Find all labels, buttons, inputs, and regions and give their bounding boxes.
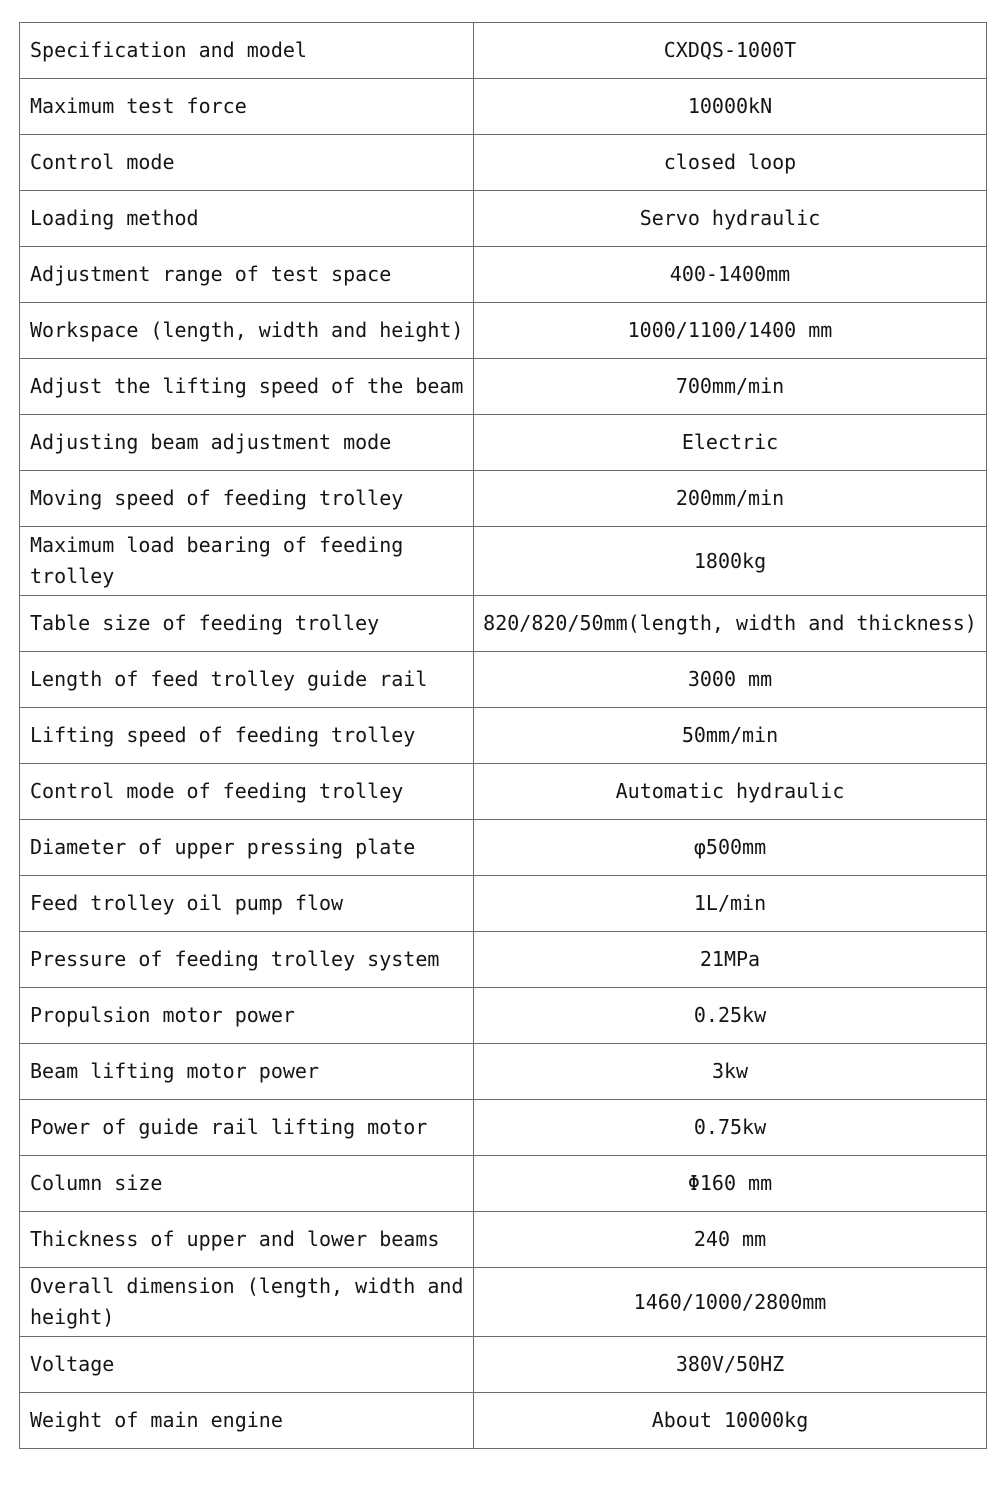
spec-value-cell: Servo hydraulic: [474, 191, 987, 247]
spec-value-cell: 700mm/min: [474, 359, 987, 415]
spec-label-cell: Diameter of upper pressing plate: [20, 820, 474, 876]
spec-value-cell: φ500mm: [474, 820, 987, 876]
table-row: [20, 1100, 987, 1156]
table-row: [20, 415, 987, 471]
spec-value-cell: 3kw: [474, 1044, 987, 1100]
table-row: [20, 932, 987, 988]
table-row: [20, 596, 987, 652]
spec-label-cell: Maximum load bearing of feeding trolley: [20, 527, 474, 596]
spec-value-cell: 400-1400mm: [474, 247, 987, 303]
spec-value-cell: CXDQS-1000T: [474, 23, 987, 79]
table-row: [20, 135, 987, 191]
table-row: [20, 79, 987, 135]
spec-label-cell: Length of feed trolley guide rail: [20, 652, 474, 708]
spec-value-cell: 380V/50HZ: [474, 1337, 987, 1393]
spec-value-cell: 1000/1100/1400 mm: [474, 303, 987, 359]
spec-label-cell: Voltage: [20, 1337, 474, 1393]
spec-value-cell: Φ160 mm: [474, 1156, 987, 1212]
spec-value-cell: 1800kg: [474, 527, 987, 596]
spec-value-cell: 200mm/min: [474, 471, 987, 527]
spec-label-cell: Moving speed of feeding trolley: [20, 471, 474, 527]
spec-value-cell: 820/820/50mm(length, width and thickness): [474, 596, 987, 652]
table-row: [20, 1337, 987, 1393]
spec-label-cell: Thickness of upper and lower beams: [20, 1212, 474, 1268]
spec-label-cell: Control mode: [20, 135, 474, 191]
table-row: [20, 23, 987, 79]
spec-value-cell: Automatic hydraulic: [474, 764, 987, 820]
table-row: [20, 820, 987, 876]
spec-value-cell: 10000kN: [474, 79, 987, 135]
spec-label-cell: Lifting speed of feeding trolley: [20, 708, 474, 764]
spec-value-cell: 1460/1000/2800mm: [474, 1268, 987, 1337]
spec-label-cell: Control mode of feeding trolley: [20, 764, 474, 820]
table-row: [20, 988, 987, 1044]
spec-value-cell: closed loop: [474, 135, 987, 191]
table-row: [20, 1156, 987, 1212]
spec-value-cell: Electric: [474, 415, 987, 471]
spec-label-cell: Feed trolley oil pump flow: [20, 876, 474, 932]
spec-label-cell: Overall dimension (length, width and height): [20, 1268, 474, 1337]
spec-value-cell: About 10000kg: [474, 1393, 987, 1449]
spec-label-cell: Column size: [20, 1156, 474, 1212]
table-row: [20, 191, 987, 247]
spec-value-cell: 21MPa: [474, 932, 987, 988]
spec-label-cell: Power of guide rail lifting motor: [20, 1100, 474, 1156]
spec-value-cell: 50mm/min: [474, 708, 987, 764]
table-row: [20, 303, 987, 359]
spec-value-cell: 1L/min: [474, 876, 987, 932]
table-row: [20, 1212, 987, 1268]
spec-label-cell: Adjusting beam adjustment mode: [20, 415, 474, 471]
spec-label-cell: Specification and model: [20, 23, 474, 79]
table-row: [20, 359, 987, 415]
table-row: [20, 764, 987, 820]
spec-value-cell: 0.75kw: [474, 1100, 987, 1156]
spec-label-cell: Weight of main engine: [20, 1393, 474, 1449]
spec-label-cell: Maximum test force: [20, 79, 474, 135]
spec-label-cell: Loading method: [20, 191, 474, 247]
specification-table-body: [20, 23, 987, 1449]
spec-label-cell: Table size of feeding trolley: [20, 596, 474, 652]
spec-label-cell: Workspace (length, width and height): [20, 303, 474, 359]
spec-value-cell: 240 mm: [474, 1212, 987, 1268]
table-row: [20, 1393, 987, 1449]
table-row: [20, 471, 987, 527]
table-row: [20, 876, 987, 932]
table-row: [20, 1268, 987, 1337]
spec-label-cell: Adjustment range of test space: [20, 247, 474, 303]
table-row: [20, 527, 987, 596]
spec-label-cell: Beam lifting motor power: [20, 1044, 474, 1100]
spec-label-cell: Pressure of feeding trolley system: [20, 932, 474, 988]
spec-value-cell: 0.25kw: [474, 988, 987, 1044]
table-row: [20, 1044, 987, 1100]
spec-label-cell: Propulsion motor power: [20, 988, 474, 1044]
table-row: [20, 652, 987, 708]
table-row: [20, 247, 987, 303]
spec-label-cell: Adjust the lifting speed of the beam: [20, 359, 474, 415]
specification-table: [19, 22, 987, 1449]
table-row: [20, 708, 987, 764]
spec-value-cell: 3000 mm: [474, 652, 987, 708]
